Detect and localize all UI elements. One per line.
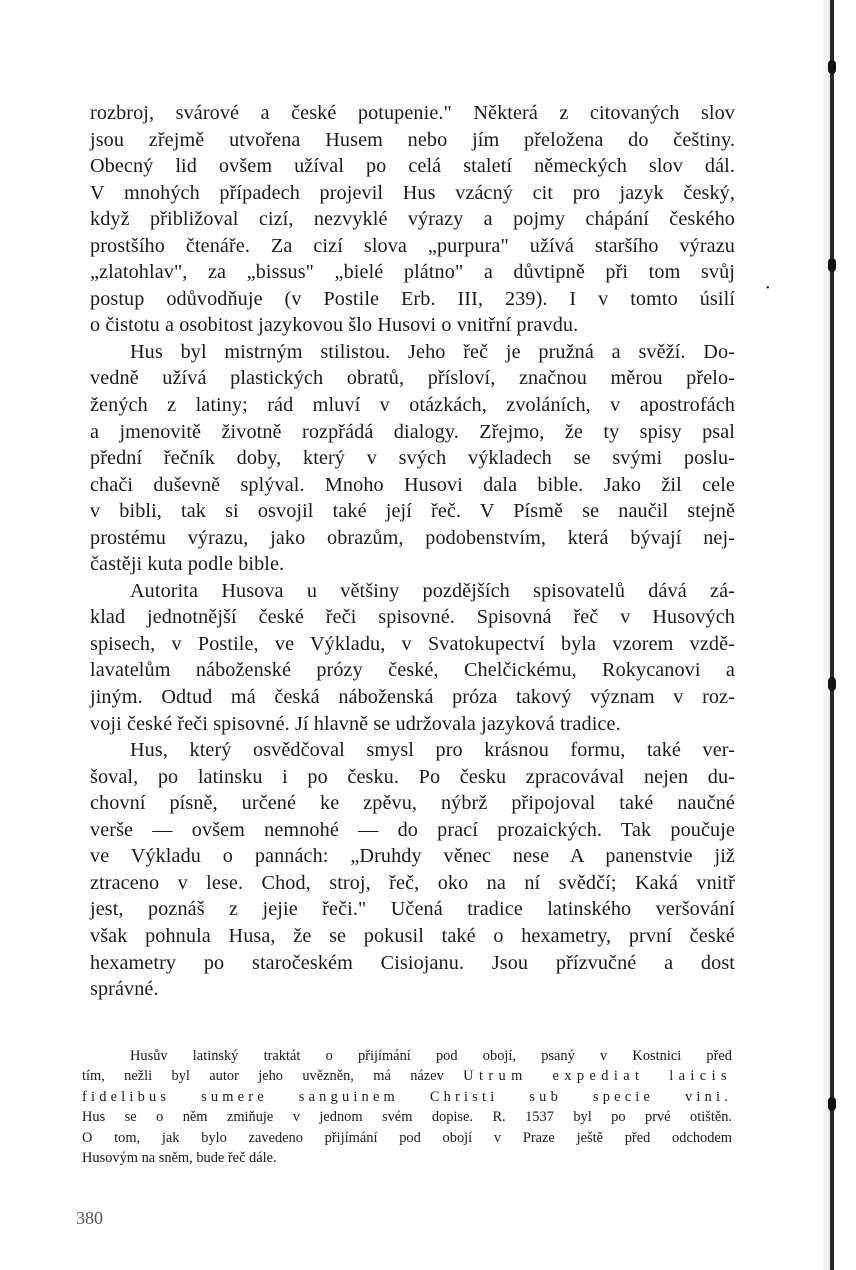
text-line: „zlatohlav", za „bissus" „bielé plátno" a důvtipně při tom svůj <box>90 261 735 284</box>
text-line: spisech, v Postile, ve Výkladu, v Svatokupectví byla vzorem vzdě- <box>90 632 735 655</box>
footnote <box>82 1046 732 1168</box>
text-line: Obecný lid ovšem užíval po celá staletí německých slov dál. <box>90 155 735 178</box>
text-line: prostšího čtenáře. Za cizí slova „purpura" užívá staršího výrazu <box>90 234 735 257</box>
text-line: však pohnula Husa, že se pokusil také o hexametry, první české <box>90 924 735 947</box>
text-line: prostému výrazu, jako obrazům, podobenstvím, která bývají nej- <box>90 526 735 549</box>
text-line: jest, poznáš z jejie řeči." Učená tradice latinského veršování <box>90 898 735 921</box>
text-line: ztraceno v lese. Chod, stroj, řeč, oko na ní svědčí; Kaká vnitř <box>90 871 735 894</box>
footnote-line: Husův latinský traktát o přijímání pod obojí, psaný v Kostnici před <box>130 1048 732 1064</box>
margin-speck: • <box>766 283 770 294</box>
binding-mark <box>828 60 836 74</box>
text-line: verše — ovšem nemnohé — do prací prozaických. Tak poučuje <box>90 818 735 841</box>
footnote-line <box>82 1066 732 1086</box>
text-line: voji české řeči spisovné. Jí hlavně se udržovala jazyková tradice. <box>90 712 621 735</box>
text-line: Hus byl mistrným stilistou. Jeho řeč je pružná a svěží. Do- <box>130 340 735 363</box>
text-line: přední řečník doby, který v svých výkladech se svými poslu- <box>90 447 735 470</box>
text-line: správné. <box>90 978 159 1001</box>
footnote-line: Husovým na sněm, bude řeč dále. <box>82 1149 277 1166</box>
text-line: šoval, po latinsku i po česku. Po česku zpracovával nejen du- <box>90 765 735 788</box>
text-line: vedně užívá plastických obratů, přísloví, značnou měrou přelo- <box>90 367 735 390</box>
text-line: klad jednotnější české řeči spisovné. Spisovná řeč v Husových <box>90 606 735 629</box>
text-line: častěji kuta podle bible. <box>90 553 285 576</box>
main-text <box>90 100 735 1003</box>
text-line: postup odůvodňuje (v Postile Erb. III, 239). I v tomto úsilí <box>90 287 735 310</box>
text-line: hexametry po staročeském Cisiojanu. Jsou přízvučné a dost <box>90 951 735 974</box>
text-line: lavatelům náboženské prózy české, Chelčickému, Rokycanovi a <box>90 659 735 682</box>
binding-mark <box>828 258 836 272</box>
binding-mark <box>828 1097 836 1111</box>
footnote-latin-title: Utrum expediat laicis <box>463 1068 732 1085</box>
page-binding-edge <box>830 0 834 1270</box>
text-line: Autorita Husova u většiny pozdějších spisovatelů dává zá- <box>130 579 735 602</box>
footnote-line: O tom, jak bylo zavedeno přijímání pod obojí v Praze ještě před odchodem <box>82 1129 732 1146</box>
text-line: jiným. Odtud má česká náboženská próza takový význam v roz- <box>90 686 735 709</box>
page-number: 380 <box>76 1208 103 1228</box>
text-line: žených z latiny; rád mluví v otázkách, zvoláních, v apostrofách <box>90 394 735 417</box>
text-line: o čistotu a osobitost jazykovou šlo Husovi o vnitřní pravdu. <box>90 314 579 337</box>
footnote-text: tím, nežli byl autor jeho uvězněn, má název <box>82 1068 444 1085</box>
text-line: rozbroj, svárové a české potupenie." Některá z citovaných slov <box>90 102 735 124</box>
text-line: v bibli, tak si osvojil také její řeč. V Písmě se naučil stejně <box>90 500 735 523</box>
text-line: V mnohých případech projevil Hus vzácný cit pro jazyk český, <box>90 181 735 204</box>
text-line: a jmenovitě životně rozpřádá dialogy. Zřejmo, že ty spisy psal <box>90 420 735 443</box>
footnote-line: Hus se o něm zmiňuje v jednom svém dopise. R. 1537 byl po prvé otištěn. <box>82 1109 732 1126</box>
text-line: když přibližoval cizí, nezvyklé výrazy a pojmy chápání českého <box>90 208 735 231</box>
text-line: ve Výkladu o pannách: „Druhdy věnec nese A panenstvie již <box>90 845 735 868</box>
text-line: chovní písně, určené ke zpěvu, nýbrž připojoval také naučné <box>90 792 735 815</box>
text-line: jsou zřejmě utvořena Husem nebo jím přeložena do češtiny. <box>90 128 735 151</box>
binding-shadow <box>820 0 830 1270</box>
binding-mark <box>828 677 836 691</box>
footnote-latin-title: fidelibus sumere sanguinem Christi sub specie vini. <box>82 1088 732 1105</box>
text-line: chači duševně splýval. Mnoho Husovi dala bible. Jako žil cele <box>90 473 735 496</box>
text-line: Hus, který osvědčoval smysl pro krásnou formu, také ver- <box>130 739 735 762</box>
